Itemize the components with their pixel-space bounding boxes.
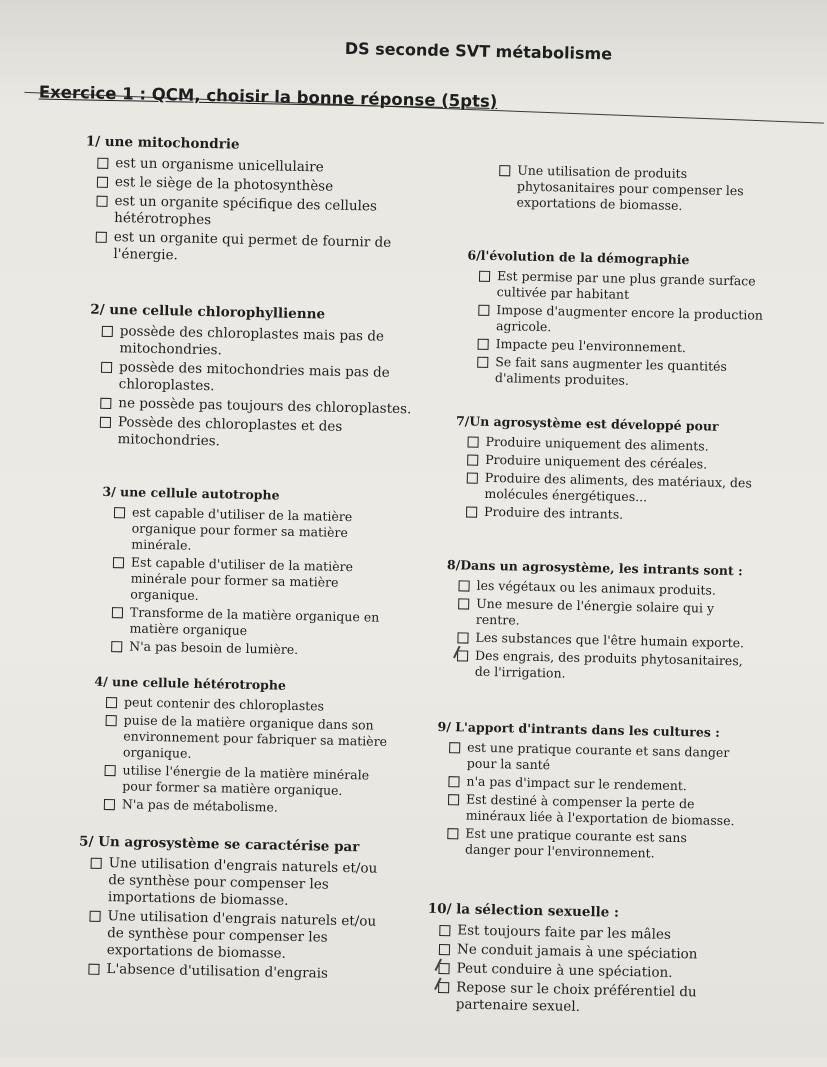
checkbox-marked[interactable] [438, 982, 449, 993]
checkbox[interactable] [102, 326, 113, 337]
option[interactable]: Une utilisation de produits phytosanitaires pour compenser les exportations de biomasse. [486, 162, 767, 216]
checkbox[interactable] [97, 177, 108, 188]
checkbox[interactable] [439, 944, 450, 955]
option[interactable]: Produire uniquement des aliments. [455, 433, 755, 455]
option[interactable]: utilise l'énergie de la matière minérale pour former sa matière organique. [92, 762, 393, 800]
checkbox[interactable] [466, 506, 477, 517]
option[interactable]: Impose d'augmenter encore la production agricole. [466, 301, 767, 339]
checkbox[interactable] [477, 357, 488, 368]
question-title: 6/l'évolution de la démographie [467, 247, 690, 268]
checkbox[interactable] [449, 742, 460, 753]
question-title: 5/ Un agrosystème se caractérise par [78, 833, 360, 856]
checkbox[interactable] [105, 765, 116, 776]
option[interactable]: les végétaux ou les animaux produits. [446, 577, 746, 599]
checkbox[interactable] [478, 305, 489, 316]
question-title: 2/ une cellule chlorophyllienne [90, 301, 326, 323]
option[interactable]: Est capable d'utiliser de la matière minérale pour former sa matière organique. [100, 554, 401, 608]
checkbox-marked[interactable] [457, 650, 468, 661]
checkbox[interactable] [106, 697, 117, 708]
question-1 [83, 133, 431, 271]
question-title: 10/ la sélection sexuelle : [427, 900, 620, 921]
checkbox[interactable] [114, 507, 125, 518]
question-4 [92, 674, 395, 820]
checkbox[interactable] [104, 799, 115, 810]
option[interactable]: Peut conduire à une spéciation. [426, 960, 746, 984]
question-5 [76, 833, 389, 985]
checkbox[interactable] [478, 339, 489, 350]
option[interactable]: Produire uniquement des céréales. [455, 451, 755, 473]
option[interactable]: est un organite qui permet de fournir de l'énergie. [83, 228, 429, 269]
checkbox[interactable] [96, 196, 107, 207]
checkbox-marked[interactable] [438, 963, 449, 974]
checkbox[interactable] [100, 417, 111, 428]
option[interactable]: n'a pas d'impact sur le rendement. [436, 773, 736, 795]
option[interactable]: Transforme de la matière organique en matière organique [99, 604, 400, 642]
option[interactable]: Est une pratique courante est sans danger pour l'environnement. [435, 825, 736, 863]
option[interactable]: est une pratique courante et sans danger pour la santé [437, 739, 738, 777]
option[interactable]: est capable d'utiliser de la matière organique pour former sa matière minérale. [101, 504, 402, 558]
question-5-continued [486, 162, 767, 218]
checkbox[interactable] [448, 776, 459, 787]
option[interactable]: Une mesure de l'énergie solaire qui y rentre. [446, 595, 747, 633]
option[interactable]: Ne conduit jamais à une spéciation [427, 941, 747, 965]
option[interactable]: Est destiné à compenser la perte de minéraux liée à l'exportation de biomasse. [436, 791, 737, 829]
option[interactable]: Possède des chloroplastes et des mitochondries. [87, 414, 433, 455]
option[interactable]: possède des mitochondries mais pas de chloroplastes. [89, 359, 435, 400]
option[interactable]: L'absence d'utilisation d'engrais [76, 960, 386, 983]
checkbox[interactable] [106, 715, 117, 726]
checkbox[interactable] [457, 632, 468, 643]
question-10 [426, 901, 748, 1022]
option[interactable]: puise de la matière organique dans son environnement pour fabriquer sa matière organique. [93, 712, 394, 766]
question-3 [99, 484, 403, 662]
option[interactable]: Est toujours faite par les mâles [427, 922, 747, 946]
option[interactable]: Se fait sans augmenter les quantités d'aliments produites. [465, 353, 766, 391]
checkbox[interactable] [113, 557, 124, 568]
question-title: 8/Dans un agrosystème, les intrants sont : [446, 557, 743, 579]
option[interactable]: Repose sur le choix préférentiel du partenaire sexuel. [426, 979, 747, 1020]
option[interactable]: peut contenir des chloroplastes [94, 694, 394, 716]
checkbox[interactable] [100, 398, 111, 409]
checkbox[interactable] [88, 964, 99, 975]
option[interactable]: est un organisme unicellulaire [85, 154, 430, 178]
checkbox[interactable] [458, 598, 469, 609]
question-title: 7/Un agrosystème est développé pour [455, 413, 719, 434]
question-title: 9/ L'apport d'intrants dans les cultures : [437, 718, 720, 740]
exercise-heading: Exercice 1 : QCM, choisir la bonne réponse (5pts) [38, 82, 498, 112]
checkbox[interactable] [499, 165, 510, 176]
option[interactable]: Les substances que l'être humain exporte. [445, 629, 745, 651]
option[interactable]: N'a pas besoin de lumière. [99, 638, 399, 660]
option[interactable]: possède des chloroplastes mais pas de mitochondries. [89, 323, 435, 364]
checkbox[interactable] [467, 472, 478, 483]
checkbox[interactable] [111, 641, 122, 652]
checkbox[interactable] [467, 437, 478, 448]
question-title: 1/ une mitochondrie [85, 133, 240, 153]
checkbox[interactable] [101, 362, 112, 373]
checkbox[interactable] [96, 232, 107, 243]
checkbox[interactable] [448, 794, 459, 805]
checkbox[interactable] [91, 858, 102, 869]
option[interactable]: Une utilisation d'engrais naturels et/ou de synthèse pour compenser les exportations de biomasse. [77, 907, 388, 964]
question-2 [87, 302, 435, 457]
question-9 [435, 719, 738, 865]
checkbox[interactable] [467, 455, 478, 466]
option[interactable]: N'a pas de métabolisme. [92, 796, 392, 818]
question-7 [454, 413, 756, 527]
checkbox[interactable] [458, 580, 469, 591]
option[interactable]: ne possède pas toujours des chloroplastes. [88, 395, 433, 419]
option[interactable]: Impacte peu l'environnement. [465, 335, 765, 357]
question-title: 4/ une cellule hétérotrophe [94, 673, 287, 693]
checkbox[interactable] [447, 828, 458, 839]
option[interactable]: est un organite spécifique des cellules hétérotrophes [84, 192, 430, 233]
checkbox[interactable] [97, 158, 108, 169]
checkbox[interactable] [89, 911, 100, 922]
question-8 [445, 557, 748, 687]
option[interactable]: Des engrais, des produits phytosanitaires, de l'irrigation. [445, 647, 746, 685]
option[interactable]: Est permise par une plus grande surface cultivée par habitant [467, 267, 768, 305]
page-title: DS seconde SVT métabolisme [344, 38, 613, 64]
checkbox[interactable] [112, 607, 123, 618]
option[interactable]: Produire des aliments, des matériaux, des molécules énergétiques... [454, 469, 755, 507]
question-title: 3/ une cellule autotrophe [102, 483, 280, 503]
question-6 [465, 247, 768, 393]
checkbox[interactable] [479, 271, 490, 282]
option[interactable]: est le siège de la photosynthèse [85, 173, 430, 197]
option[interactable]: Produire des intrants. [454, 503, 754, 525]
checkbox[interactable] [439, 925, 450, 936]
option[interactable]: Une utilisation d'engrais naturels et/ou de synthèse pour compenser les importations de biomasse. [78, 854, 389, 911]
